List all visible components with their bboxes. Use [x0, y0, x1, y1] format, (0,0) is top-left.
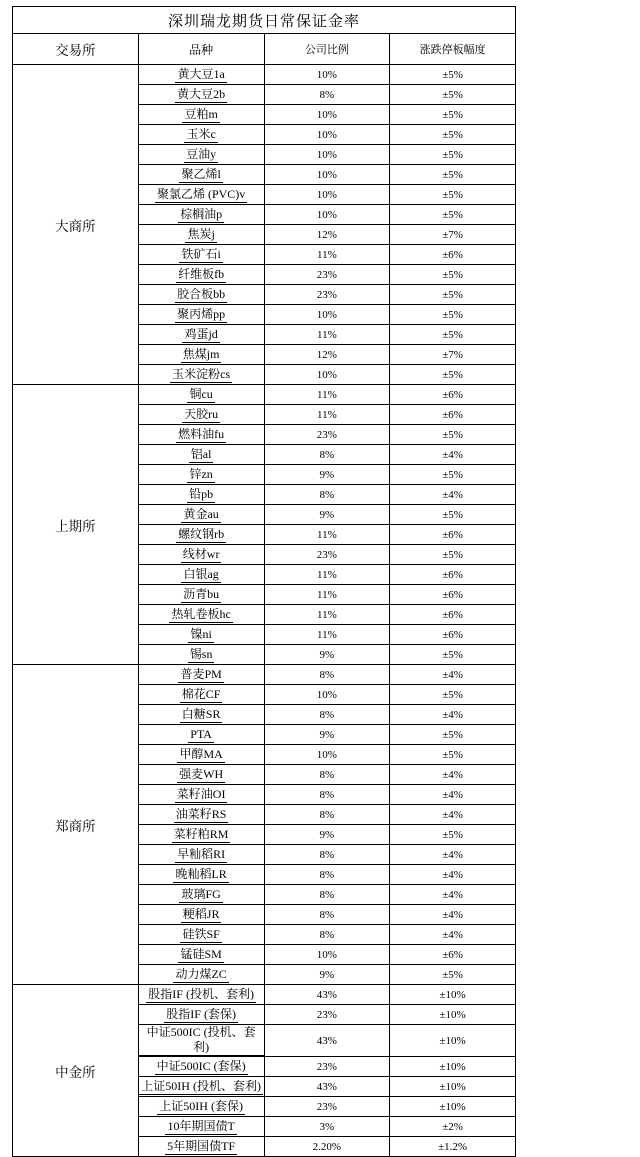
product-name-label: 燃料油fu [178, 426, 225, 441]
company-ratio-cell: 8% [264, 865, 390, 885]
product-name-label: 上证50IH (投机、套利) [141, 1078, 261, 1093]
product-name-label: 股指IF (投机、套利) [148, 986, 254, 1001]
price-limit-cell: ±5% [390, 365, 516, 385]
product-name-cell [138, 565, 264, 585]
company-ratio-cell: 11% [264, 245, 390, 265]
company-ratio-cell: 8% [264, 765, 390, 785]
product-name-cell [138, 805, 264, 825]
product-name-cell [138, 1057, 264, 1077]
exchange-cell: 中金所 [13, 985, 139, 1157]
price-limit-cell: ±2% [390, 1117, 516, 1137]
product-name-cell [138, 1025, 264, 1057]
product-name-label: 镍ni [190, 626, 212, 641]
product-name-cell [138, 585, 264, 605]
product-name-cell [138, 365, 264, 385]
product-name-label: PTA [190, 726, 212, 741]
product-name-cell [138, 345, 264, 365]
company-ratio-cell: 9% [264, 645, 390, 665]
price-limit-cell: ±6% [390, 405, 516, 425]
product-name-cell [138, 105, 264, 125]
product-name-label: 锰硅SM [180, 946, 222, 961]
product-name-label: 焦炭j [187, 226, 215, 241]
company-ratio-cell: 3% [264, 1117, 390, 1137]
product-name-cell [138, 1137, 264, 1157]
company-ratio-cell: 11% [264, 585, 390, 605]
company-ratio-cell: 10% [264, 745, 390, 765]
price-limit-cell: ±4% [390, 905, 516, 925]
product-name-cell [138, 85, 264, 105]
table-row [13, 665, 516, 685]
table-row [13, 65, 516, 85]
product-name-label: 聚氯乙烯 (PVC)v [156, 186, 246, 201]
product-name-label: 棕榈油p [180, 206, 223, 221]
price-limit-cell: ±5% [390, 465, 516, 485]
company-ratio-cell: 10% [264, 365, 390, 385]
price-limit-cell: ±4% [390, 485, 516, 505]
product-name-cell [138, 405, 264, 425]
product-name-cell [138, 1005, 264, 1025]
product-name-cell [138, 905, 264, 925]
product-name-label: 铁矿石i [181, 246, 221, 261]
product-name-label: 锌zn [189, 466, 213, 481]
price-limit-cell: ±10% [390, 1097, 516, 1117]
price-limit-cell: ±5% [390, 125, 516, 145]
price-limit-cell: ±5% [390, 145, 516, 165]
product-name-cell [138, 305, 264, 325]
company-ratio-cell: 11% [264, 605, 390, 625]
price-limit-cell: ±4% [390, 805, 516, 825]
price-limit-cell: ±5% [390, 505, 516, 525]
product-name-cell [138, 665, 264, 685]
price-limit-cell: ±4% [390, 705, 516, 725]
company-ratio-cell: 8% [264, 805, 390, 825]
product-name-cell [138, 165, 264, 185]
company-ratio-cell: 8% [264, 85, 390, 105]
product-name-cell [138, 265, 264, 285]
company-ratio-cell: 8% [264, 885, 390, 905]
company-ratio-cell: 8% [264, 705, 390, 725]
company-ratio-cell: 12% [264, 345, 390, 365]
price-limit-cell: ±5% [390, 745, 516, 765]
product-name-label: 普麦PM [180, 666, 222, 681]
product-name-label: 股指IF (套保) [166, 1006, 236, 1021]
price-limit-cell: ±5% [390, 965, 516, 985]
product-name-label: 动力煤ZC [175, 966, 227, 981]
company-ratio-cell: 10% [264, 125, 390, 145]
company-ratio-cell: 9% [264, 825, 390, 845]
company-ratio-cell: 10% [264, 185, 390, 205]
company-ratio-cell: 8% [264, 485, 390, 505]
product-name-cell [138, 645, 264, 665]
price-limit-cell: ±4% [390, 665, 516, 685]
company-ratio-cell: 10% [264, 945, 390, 965]
product-name-label: 5年期国债TF [167, 1138, 236, 1153]
product-name-label: 黄大豆2b [177, 86, 226, 101]
product-name-label: 黄金au [183, 506, 219, 521]
product-name-label: 晚籼稻LR [175, 866, 227, 881]
price-limit-cell: ±5% [390, 725, 516, 745]
company-ratio-cell: 23% [264, 425, 390, 445]
product-name-cell [138, 125, 264, 145]
document-page [0, 6, 640, 1153]
price-limit-cell: ±7% [390, 345, 516, 365]
product-name-cell [138, 225, 264, 245]
product-name-cell [138, 185, 264, 205]
company-ratio-cell: 2.20% [264, 1137, 390, 1157]
product-name-label: 线材wr [182, 546, 220, 561]
company-ratio-cell: 10% [264, 205, 390, 225]
product-name-cell [138, 465, 264, 485]
company-ratio-cell: 23% [264, 1005, 390, 1025]
product-name-label: 鸡蛋jd [184, 326, 218, 341]
price-limit-cell: ±5% [390, 85, 516, 105]
price-limit-cell: ±5% [390, 305, 516, 325]
product-name-cell [138, 445, 264, 465]
company-ratio-cell: 8% [264, 665, 390, 685]
company-ratio-cell: 11% [264, 565, 390, 585]
product-name-cell [138, 985, 264, 1005]
product-name-cell [138, 965, 264, 985]
product-name-label: 甲醇MA [179, 746, 223, 761]
product-name-cell [138, 145, 264, 165]
product-name-cell [138, 825, 264, 845]
price-limit-cell: ±10% [390, 1025, 516, 1057]
price-limit-cell: ±5% [390, 205, 516, 225]
price-limit-cell: ±4% [390, 885, 516, 905]
product-name-label: 玉米c [186, 126, 216, 141]
company-ratio-cell: 8% [264, 445, 390, 465]
price-limit-cell: ±6% [390, 585, 516, 605]
price-limit-cell: ±5% [390, 105, 516, 125]
company-ratio-cell: 10% [264, 65, 390, 85]
product-name-cell [138, 785, 264, 805]
price-limit-cell: ±5% [390, 325, 516, 345]
product-name-cell [138, 245, 264, 265]
price-limit-cell: ±4% [390, 925, 516, 945]
product-name-label: 10年期国债T [167, 1118, 235, 1133]
product-name-cell [138, 605, 264, 625]
product-name-label: 纤维板fb [178, 266, 225, 281]
price-limit-cell: ±4% [390, 785, 516, 805]
company-ratio-cell: 9% [264, 505, 390, 525]
company-ratio-cell: 9% [264, 465, 390, 485]
product-name-cell [138, 505, 264, 525]
product-name-label: 聚丙烯pp [177, 306, 226, 321]
product-name-cell [138, 525, 264, 545]
product-name-label: 硅铁SF [182, 926, 220, 941]
company-ratio-cell: 23% [264, 265, 390, 285]
product-name-label: 白银ag [183, 566, 219, 581]
product-name-cell [138, 845, 264, 865]
company-ratio-cell: 8% [264, 785, 390, 805]
product-name-cell [138, 625, 264, 645]
company-ratio-cell: 10% [264, 685, 390, 705]
product-name-label: 天胶ru [184, 406, 219, 421]
product-name-label: 焦煤jm [182, 346, 220, 361]
product-name-cell [138, 725, 264, 745]
product-name-label: 玉米淀粉cs [172, 366, 231, 381]
product-name-label: 油菜籽RS [175, 806, 227, 821]
company-ratio-cell: 11% [264, 525, 390, 545]
product-name-label: 中证500IC (投机、套利) [139, 1025, 264, 1056]
column-header-product: 品种 [138, 34, 264, 65]
product-name-label: 铝al [190, 446, 212, 461]
price-limit-cell: ±5% [390, 285, 516, 305]
exchange-cell: 郑商所 [13, 665, 139, 985]
price-limit-cell: ±5% [390, 825, 516, 845]
company-ratio-cell: 11% [264, 625, 390, 645]
price-limit-cell: ±5% [390, 65, 516, 85]
product-name-label: 棉花CF [181, 686, 221, 701]
product-name-label: 热轧卷板hc [171, 606, 231, 621]
product-name-label: 聚乙烯l [181, 166, 221, 181]
price-limit-cell: ±5% [390, 685, 516, 705]
product-name-cell [138, 1117, 264, 1137]
product-name-label: 沥青bu [183, 586, 220, 601]
column-header-ratio: 公司比例 [264, 34, 390, 65]
product-name-label: 锡sn [189, 646, 213, 661]
company-ratio-cell: 9% [264, 725, 390, 745]
price-limit-cell: ±6% [390, 385, 516, 405]
company-ratio-cell: 10% [264, 305, 390, 325]
company-ratio-cell: 43% [264, 985, 390, 1005]
price-limit-cell: ±10% [390, 1077, 516, 1097]
price-limit-cell: ±6% [390, 945, 516, 965]
product-name-label: 豆油y [186, 146, 217, 161]
header-row [13, 34, 516, 65]
product-name-label: 菜籽油OI [176, 786, 226, 801]
margin-rate-table [12, 6, 516, 1157]
company-ratio-cell: 43% [264, 1025, 390, 1057]
company-ratio-cell: 10% [264, 165, 390, 185]
product-name-label: 中证500IC (套保) [156, 1058, 246, 1073]
product-name-cell [138, 765, 264, 785]
company-ratio-cell: 23% [264, 1057, 390, 1077]
company-ratio-cell: 8% [264, 845, 390, 865]
product-name-label: 胶合板bb [177, 286, 226, 301]
product-name-cell [138, 705, 264, 725]
table-row [13, 385, 516, 405]
title-row [13, 7, 516, 34]
product-name-cell [138, 485, 264, 505]
product-name-cell [138, 1097, 264, 1117]
product-name-label: 黄大豆1a [177, 66, 225, 81]
product-name-cell [138, 285, 264, 305]
company-ratio-cell: 8% [264, 925, 390, 945]
product-name-label: 强麦WH [179, 766, 224, 781]
company-ratio-cell: 8% [264, 905, 390, 925]
company-ratio-cell: 23% [264, 545, 390, 565]
table-row [13, 985, 516, 1005]
product-name-label: 菜籽粕RM [173, 826, 229, 841]
product-name-cell [138, 745, 264, 765]
product-name-cell [138, 385, 264, 405]
product-name-label: 玻璃FG [181, 886, 221, 901]
product-name-label: 粳稻JR [182, 906, 220, 921]
price-limit-cell: ±6% [390, 525, 516, 545]
product-name-label: 螺纹钢rb [178, 526, 225, 541]
company-ratio-cell: 23% [264, 285, 390, 305]
price-limit-cell: ±10% [390, 1057, 516, 1077]
exchange-cell: 上期所 [13, 385, 139, 665]
company-ratio-cell: 11% [264, 325, 390, 345]
product-name-cell [138, 865, 264, 885]
company-ratio-cell: 10% [264, 105, 390, 125]
company-ratio-cell: 9% [264, 965, 390, 985]
price-limit-cell: ±1.2% [390, 1137, 516, 1157]
company-ratio-cell: 10% [264, 145, 390, 165]
product-name-label: 铅pb [189, 486, 214, 501]
company-ratio-cell: 23% [264, 1097, 390, 1117]
product-name-cell [138, 1077, 264, 1097]
column-header-limit: 涨跌停板幅度 [390, 34, 516, 65]
product-name-cell [138, 425, 264, 445]
price-limit-cell: ±10% [390, 985, 516, 1005]
price-limit-cell: ±7% [390, 225, 516, 245]
product-name-cell [138, 945, 264, 965]
product-name-label: 铜cu [189, 386, 213, 401]
price-limit-cell: ±4% [390, 765, 516, 785]
price-limit-cell: ±5% [390, 645, 516, 665]
product-name-cell [138, 885, 264, 905]
product-name-cell [138, 685, 264, 705]
price-limit-cell: ±6% [390, 245, 516, 265]
product-name-cell [138, 545, 264, 565]
price-limit-cell: ±4% [390, 865, 516, 885]
column-header-exchange: 交易所 [13, 34, 139, 65]
price-limit-cell: ±5% [390, 265, 516, 285]
price-limit-cell: ±4% [390, 445, 516, 465]
company-ratio-cell: 43% [264, 1077, 390, 1097]
product-name-cell [138, 65, 264, 85]
product-name-label: 白糖SR [181, 706, 221, 721]
price-limit-cell: ±5% [390, 545, 516, 565]
company-ratio-cell: 11% [264, 385, 390, 405]
price-limit-cell: ±5% [390, 425, 516, 445]
company-ratio-cell: 11% [264, 405, 390, 425]
table-body [13, 7, 516, 1157]
product-name-cell [138, 205, 264, 225]
price-limit-cell: ±4% [390, 845, 516, 865]
price-limit-cell: ±5% [390, 185, 516, 205]
product-name-label: 上证50IH (套保) [159, 1098, 243, 1113]
exchange-cell: 大商所 [13, 65, 139, 385]
price-limit-cell: ±6% [390, 625, 516, 645]
product-name-label: 早籼稻RI [177, 846, 226, 861]
page-title: 深圳瑞龙期货日常保证金率 [13, 7, 516, 34]
product-name-cell [138, 925, 264, 945]
price-limit-cell: ±5% [390, 165, 516, 185]
product-name-label: 豆粕m [184, 106, 218, 121]
price-limit-cell: ±10% [390, 1005, 516, 1025]
company-ratio-cell: 12% [264, 225, 390, 245]
price-limit-cell: ±6% [390, 605, 516, 625]
price-limit-cell: ±6% [390, 565, 516, 585]
product-name-cell [138, 325, 264, 345]
